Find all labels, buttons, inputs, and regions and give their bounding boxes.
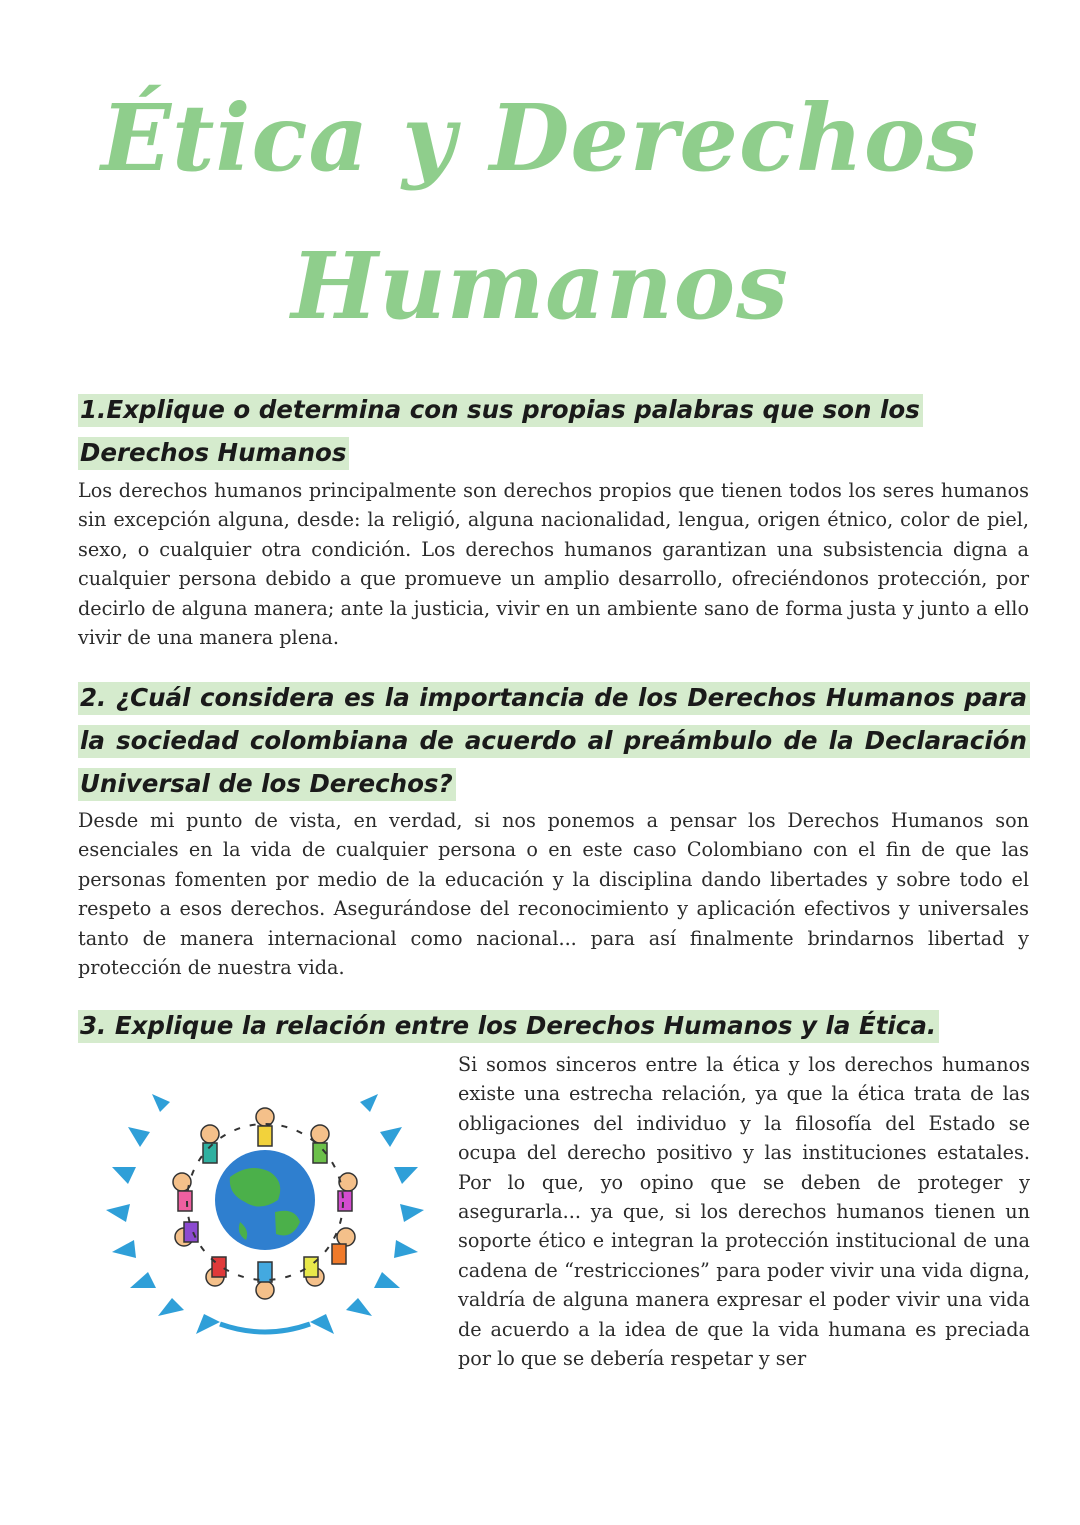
un-emblem-children-around-globe-icon [100,1072,430,1342]
question-2-answer: Desde mi punto de vista, en verdad, si nos ponemos a pensar los Derechos Humanos son esenciales en la vida de cualquier persona o en este caso Colombiano con el fin de que las personas fomenten por medio de la educación y la disciplina dando libertades y sobre todo el respeto a esos derechos. Asegurándose del reconocimiento y aplicación efectivos y universales tanto de manera internacional como nacional... para así finalmente brindarnos libertad y protección de nuestra vida. [78,809,1029,980]
page-title-line-1: Ética y Derechos [100,84,980,192]
question-1-answer: Los derechos humanos principalmente son derechos propios que tienen todos los seres humanos sin excepción alguna, desde: la religió, alguna nacionalidad, lengua, origen étnico, color de piel, sexo, o cualquier otra condición. Los derechos humanos garantizan una subsistencia digna a cualquier persona debido a que promueve un amplio desarrollo, ofreciéndonos protección, por decirlo de alguna manera; ante la justicia, vivir en un ambiente sano de forma justa y junto a ello vivir de una manera plena. [78,479,1029,650]
question-3-answer: Si somos sinceros entre la ética y los derechos humanos existe una estrecha relación, ya que la ética trata de las obligaciones del individuo y la filosofía del Estado se ocupa del derecho positivo y las instituciones estatales. Por lo que, yo opino que se deben de proteger y asegurarla... ya que, si los derechos humanos tienen un soporte ético e integran la protección institucional de una cadena de “restricciones” para poder vivir una vida digna, valdría de alguna manera expresar el poder vivir una vida de acuerdo a la idea de que la vida humana es preciada por lo que se debería respetar y ser [458,1053,1030,1371]
question-3-heading: 3. Explique la relación entre los Derechos Humanos y la Ética. [78,1004,1030,1047]
question-1-heading: 1.Explique o determina con sus propias palabras que son los Derechos Humanos [78,388,958,474]
page-title-line-2: Humanos [291,232,789,340]
question-2-heading: 2. ¿Cuál considera es la importancia de los Derechos Humanos para la sociedad colombiana de acuerdo al preámbulo de la Declaración Universal de los Derechos? [78,676,1030,805]
